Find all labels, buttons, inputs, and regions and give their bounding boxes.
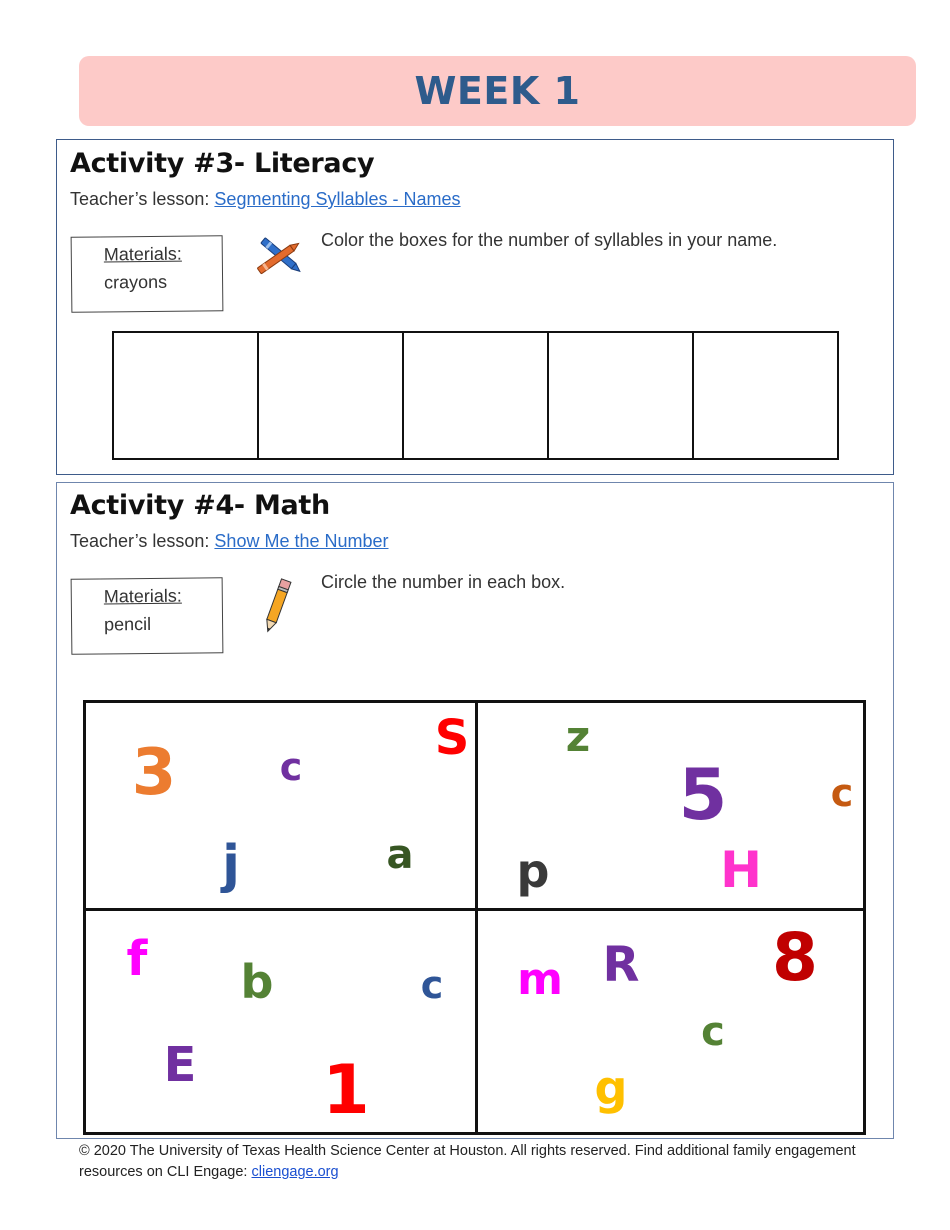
grid-char[interactable]: c — [701, 1009, 725, 1055]
grid-char[interactable]: H — [720, 841, 762, 899]
grid-char[interactable]: 3 — [131, 736, 177, 810]
activity-3-title: Activity #3- Literacy — [70, 148, 375, 179]
cliengage-link[interactable]: cliengage.org — [251, 1164, 339, 1180]
grid-char[interactable]: c — [420, 963, 444, 1007]
syllable-boxes — [112, 331, 839, 460]
grid-char[interactable]: f — [126, 931, 148, 987]
grid-char[interactable]: b — [240, 955, 274, 1009]
crayons-icon — [247, 230, 307, 286]
activity-4-instruction: Circle the number in each box. — [321, 572, 566, 592]
materials-value: crayons — [103, 271, 168, 293]
week-title: WEEK 1 — [414, 69, 581, 113]
grid-char[interactable]: c — [279, 745, 303, 789]
grid-char[interactable]: a — [386, 832, 414, 878]
lesson-prefix: Teacher’s lesson: — [70, 531, 215, 551]
grid-char[interactable]: 5 — [678, 754, 728, 836]
syllable-box[interactable] — [259, 333, 404, 458]
activity-3-instruction: Color the boxes for the number of syllables in your name. — [321, 230, 778, 250]
materials-value: pencil — [103, 613, 152, 635]
grid-char[interactable]: S — [434, 710, 470, 766]
activity-4-section — [56, 482, 894, 1139]
grid-char[interactable]: c — [830, 771, 854, 815]
syllable-box[interactable] — [694, 333, 837, 458]
footer-text: © 2020 The University of Texas Health Science Center at Houston. All rights reserved. Find additional family engagement resources on CLI Engage: — [79, 1143, 856, 1180]
syllable-box[interactable] — [404, 333, 549, 458]
materials-label: Materials: — [103, 585, 182, 607]
pencil-icon — [259, 575, 295, 637]
lesson-prefix: Teacher’s lesson: — [70, 189, 215, 209]
letter-number-grid — [83, 700, 866, 1135]
activity-4-lesson — [70, 531, 389, 552]
grid-char[interactable]: z — [565, 712, 591, 761]
grid-char[interactable]: 1 — [322, 1051, 370, 1130]
grid-char[interactable]: R — [602, 937, 640, 993]
materials-box-activity-3 — [71, 235, 224, 313]
grid-char[interactable]: m — [517, 954, 563, 1005]
activity-3-lesson — [70, 189, 461, 210]
grid-divider-horizontal — [86, 908, 863, 911]
activity-4-title: Activity #4- Math — [70, 490, 330, 521]
syllable-box[interactable] — [549, 333, 694, 458]
grid-char[interactable]: E — [163, 1037, 197, 1093]
grid-char[interactable]: j — [222, 835, 240, 895]
materials-box-activity-4 — [71, 577, 224, 655]
grid-char[interactable]: 8 — [772, 919, 818, 996]
syllable-box[interactable] — [114, 333, 259, 458]
grid-char[interactable]: p — [516, 844, 550, 898]
lesson-link-show-me-the-number[interactable]: Show Me the Number — [214, 531, 389, 551]
copyright-footer — [79, 1141, 879, 1183]
materials-label: Materials: — [103, 243, 182, 265]
lesson-link-segmenting-syllables[interactable]: Segmenting Syllables - Names — [214, 189, 461, 209]
grid-divider-vertical — [475, 703, 478, 1132]
week-banner — [79, 56, 916, 126]
activity-3-section — [56, 139, 894, 475]
grid-char[interactable]: g — [594, 1061, 628, 1115]
